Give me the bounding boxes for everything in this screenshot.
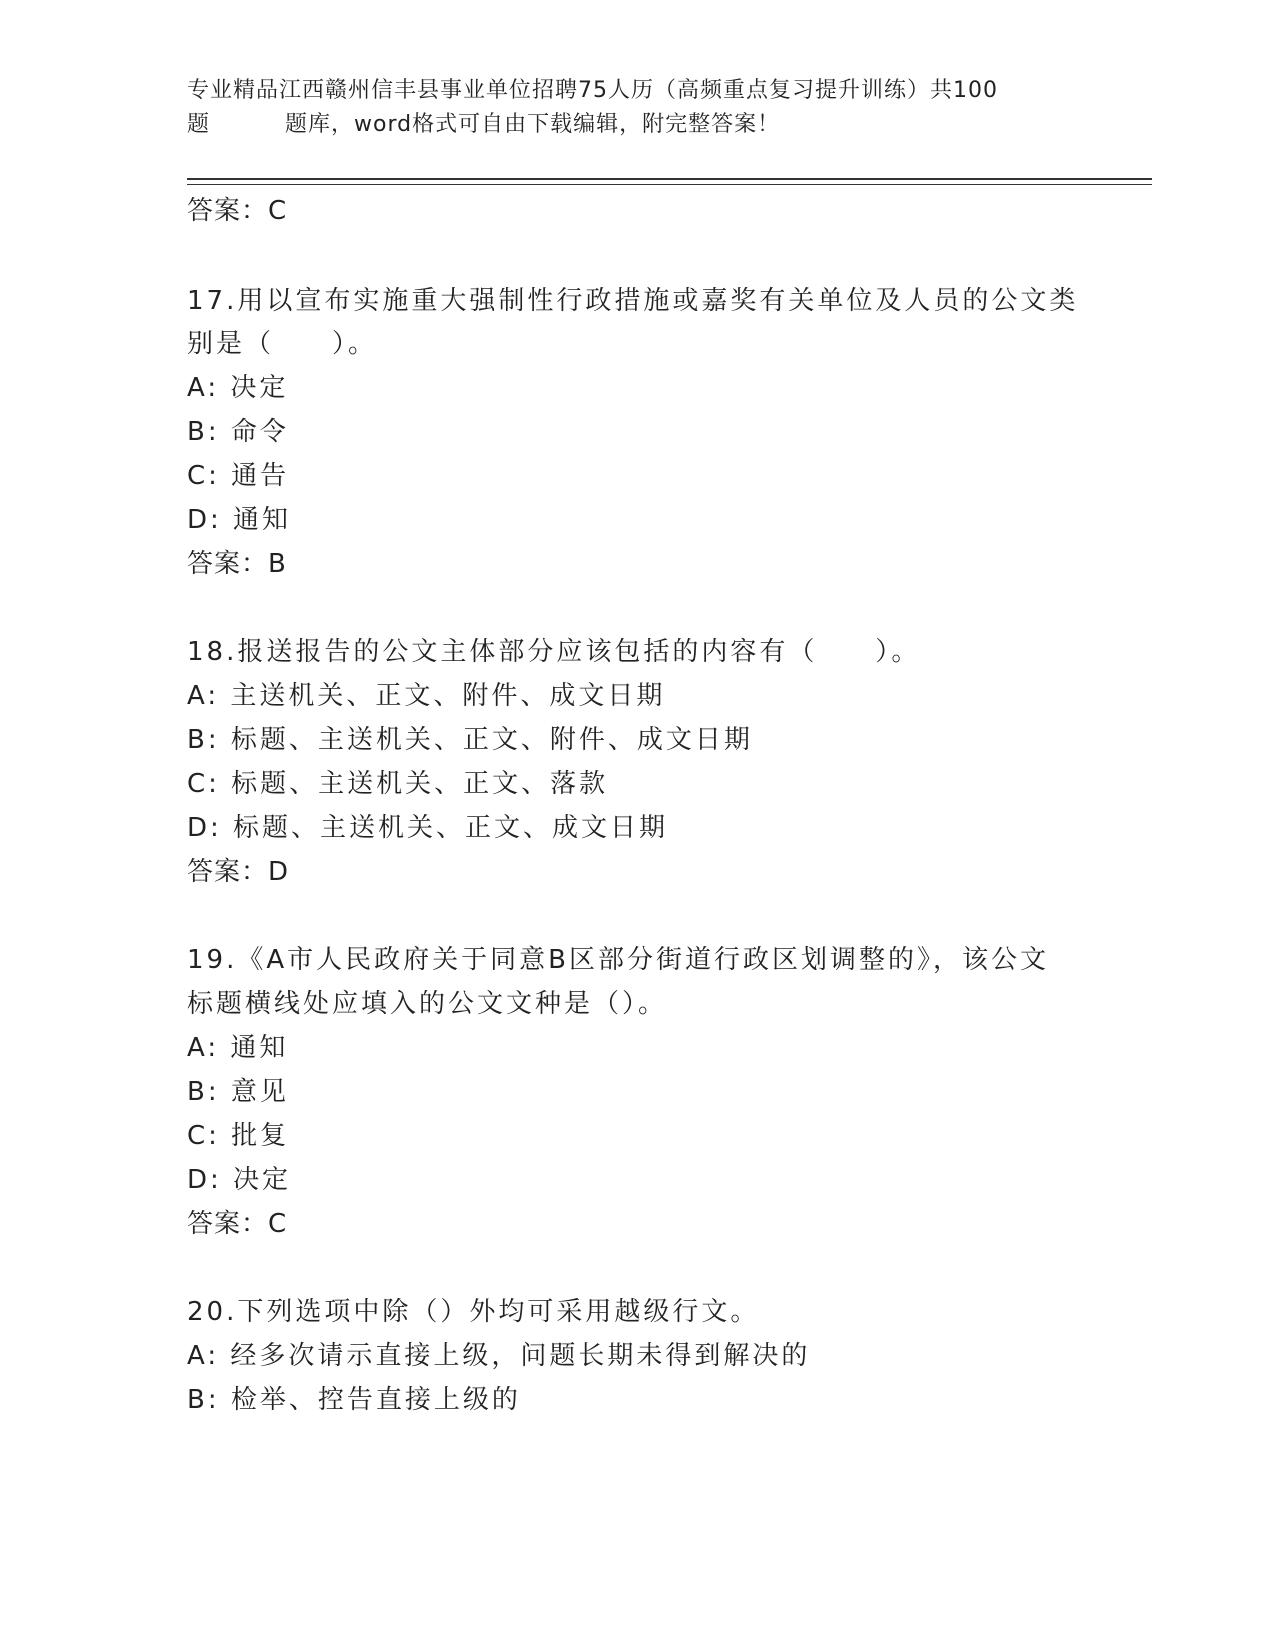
header-divider-thin: [187, 184, 1152, 185]
question-17-option-c: C: 通告: [187, 461, 290, 491]
question-19-option-b: B: 意见: [187, 1077, 289, 1107]
question-18-option-c: C: 标题、主送机关、正文、落款: [187, 769, 609, 799]
question-19-stem-line1: 19.《A市人民政府关于同意B区部分街道行政区划调整的》，该公文: [187, 945, 1049, 975]
question-19-option-c: C: 批复: [187, 1121, 290, 1151]
question-19-answer: 答案：C: [187, 1209, 288, 1239]
question-19-option-d: D: 决定: [187, 1165, 292, 1195]
header-title-line2-left: 题: [187, 112, 211, 137]
question-20-stem-line1: 20.下列选项中除（）外均可采用越级行文。: [187, 1297, 760, 1327]
question-18-option-d: D: 标题、主送机关、正文、成文日期: [187, 813, 669, 843]
question-18-answer: 答案：D: [187, 857, 290, 887]
page-header: [187, 74, 1087, 142]
header-title-line2: [187, 108, 1087, 142]
question-17-answer: 答案：B: [187, 549, 287, 579]
answer-line: 答案：C: [187, 196, 288, 226]
header-divider-thick: [187, 178, 1152, 180]
question-20-option-a: A: 经多次请示直接上级，问题长期未得到解决的: [187, 1341, 811, 1371]
question-20-option-b: B: 检举、控告直接上级的: [187, 1385, 521, 1415]
question-19-option-a: A: 通知: [187, 1033, 289, 1063]
question-19-stem-line2: 标题横线处应填入的公文文种是（）。: [187, 989, 668, 1019]
header-title-line1: 专业精品江西赣州信丰县事业单位招聘75人历（高频重点复习提升训练）共100: [187, 78, 998, 103]
question-17-option-b: B: 命令: [187, 417, 289, 447]
question-17-option-a: A: 决定: [187, 373, 289, 403]
question-17-option-d: D: 通知: [187, 505, 292, 535]
question-17-stem-line1: 17.用以宣布实施重大强制性行政措施或嘉奖有关单位及人员的公文类: [187, 286, 1079, 316]
question-18-stem-line1: 18.报送报告的公文主体部分应该包括的内容有（ ）。: [187, 637, 921, 667]
question-18-option-b: B: 标题、主送机关、正文、附件、成文日期: [187, 725, 753, 755]
question-18-option-a: A: 主送机关、正文、附件、成文日期: [187, 681, 666, 711]
header-title-line2-right: 题库，word格式可自由下载编辑，附完整答案！: [285, 112, 781, 137]
question-17-stem-line2: 别是（ ）。: [187, 329, 378, 359]
